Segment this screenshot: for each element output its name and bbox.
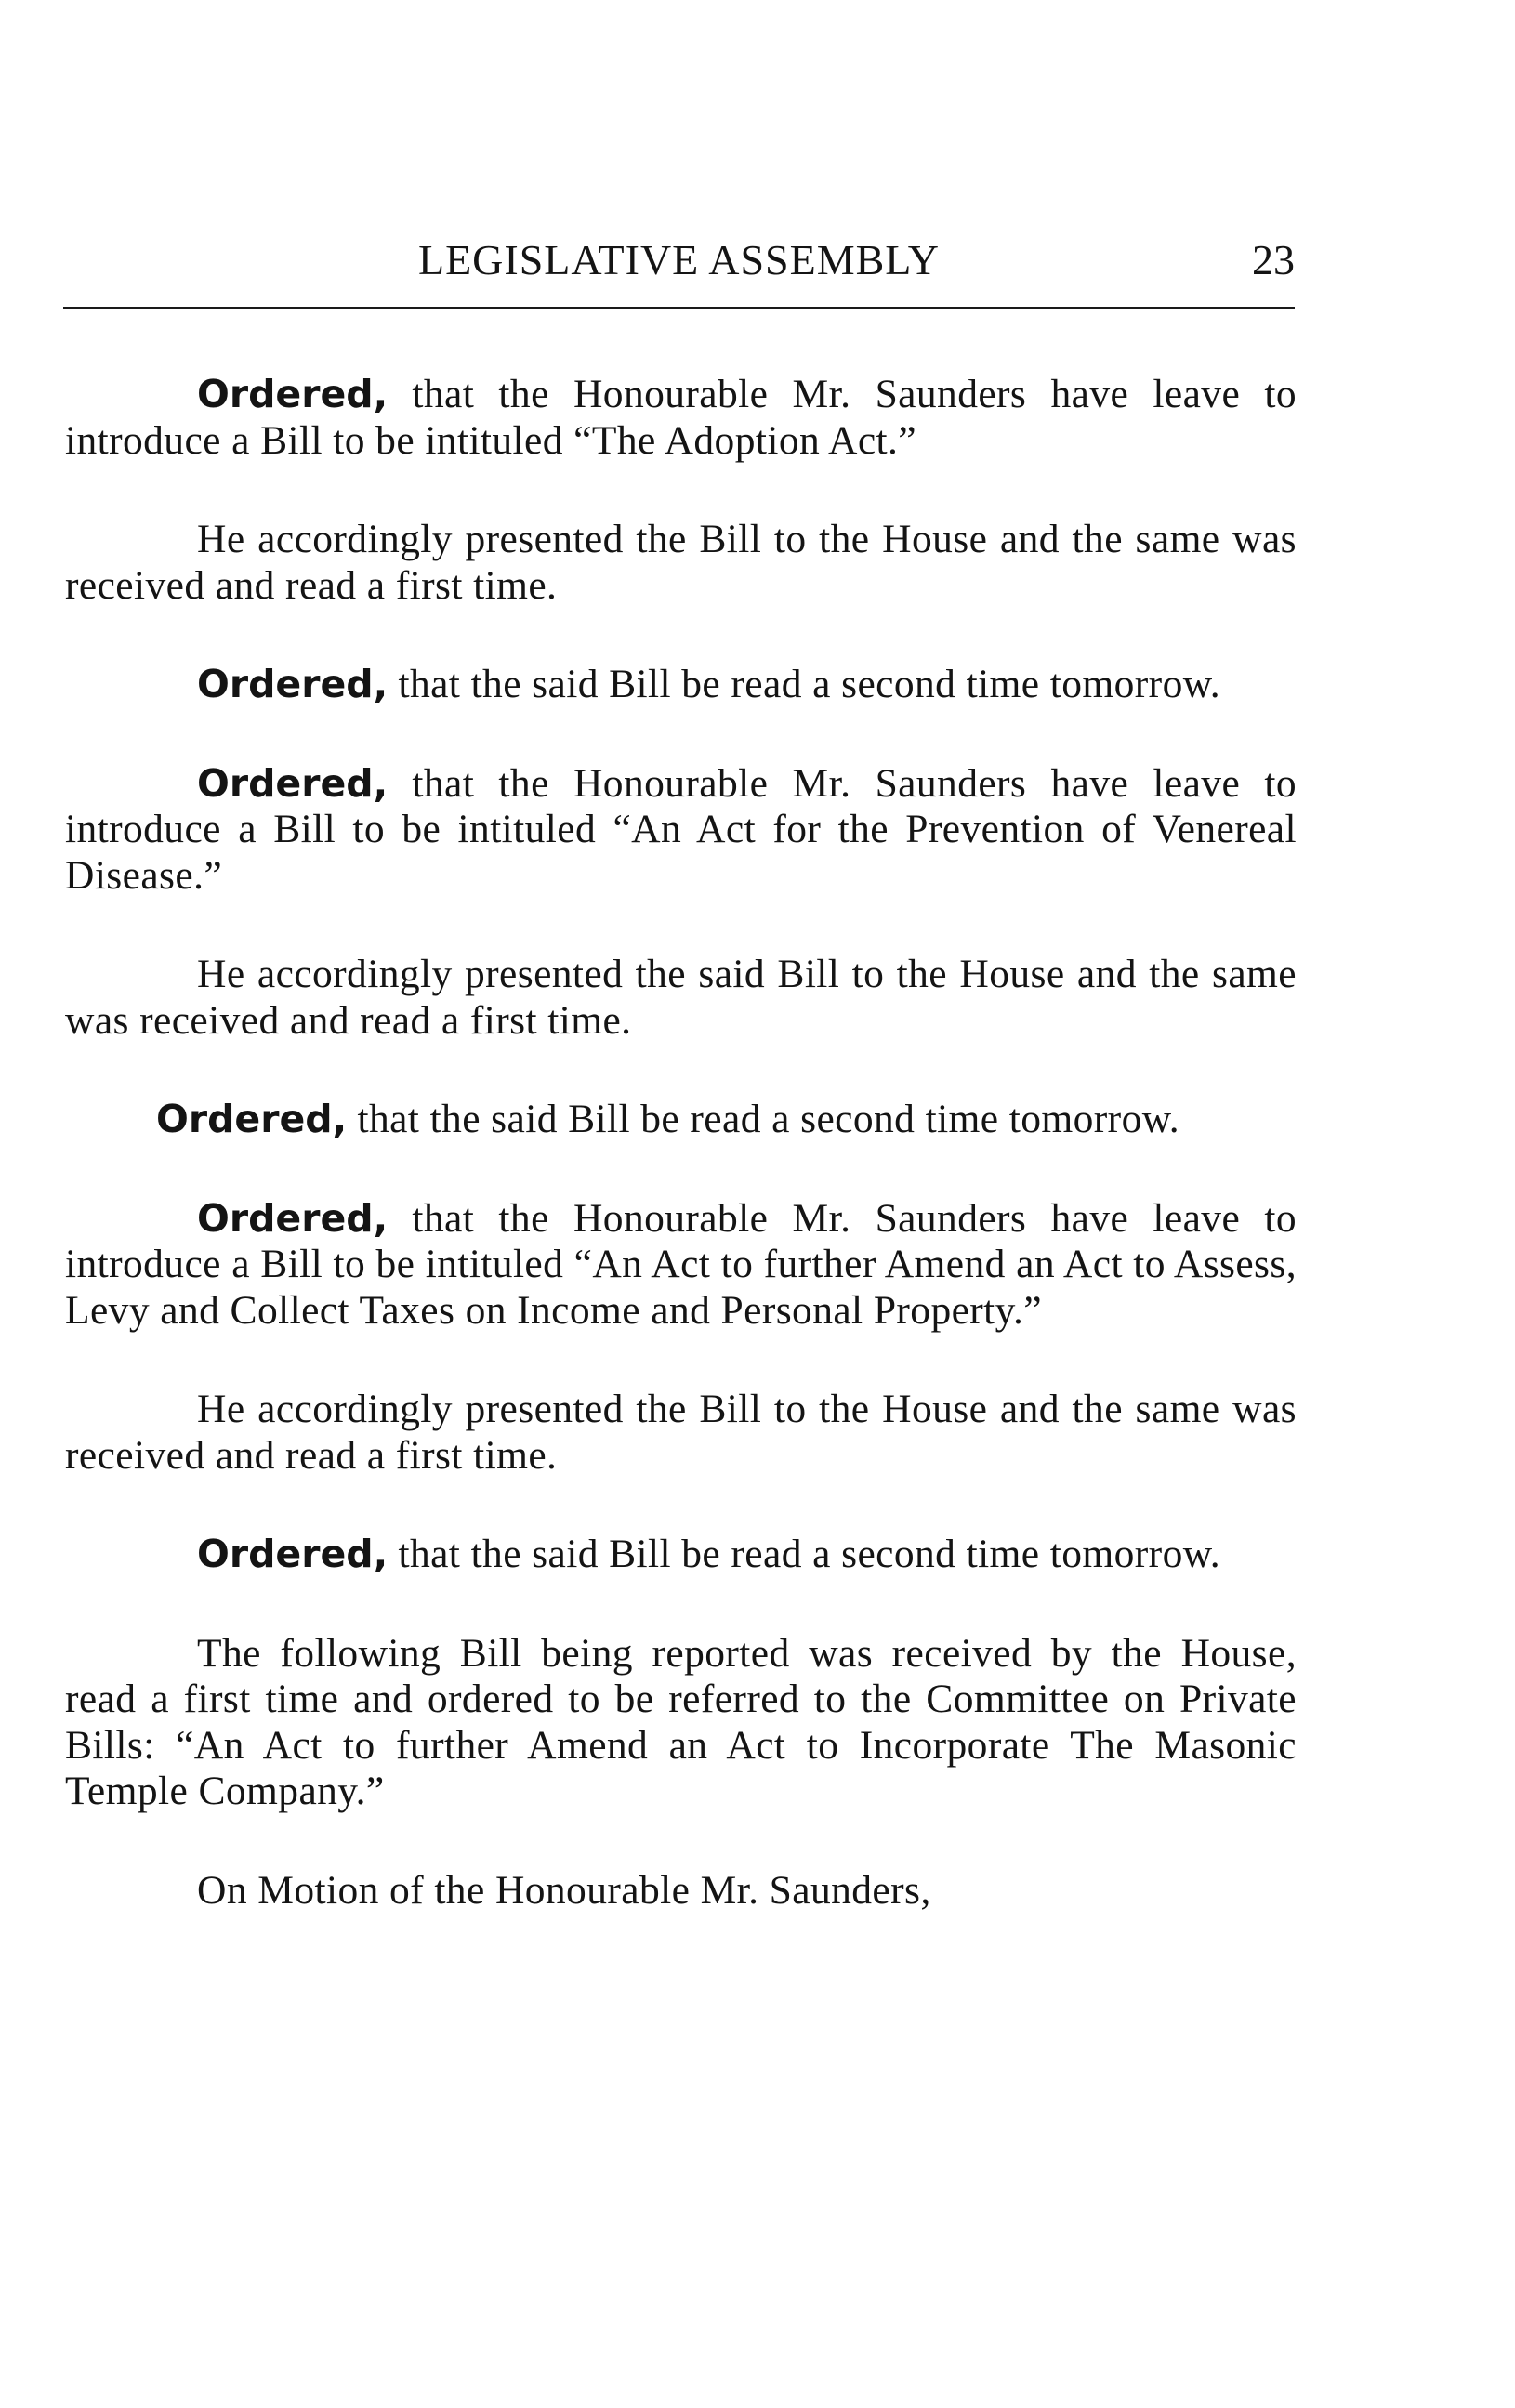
paragraph-1	[65, 372, 1297, 464]
running-title: LEGISLATIVE ASSEMBLY	[417, 236, 941, 283]
paragraph-3	[65, 662, 1297, 708]
paragraph-text: that the Honourable Mr. Saunders have leave to introduce a Bill to be intituled “An Act to further Amend an Act to Assess, Levy and Collect Taxes on Income and Personal Property.”	[65, 1195, 1297, 1333]
paragraph-lead: Ordered,	[197, 1195, 389, 1241]
paragraph-text: He accordingly presented the Bill to the House and the same was received and read a first time.	[65, 517, 1297, 608]
paragraph-11	[65, 1868, 1297, 1915]
paragraph-5	[65, 952, 1297, 1044]
paragraph-2	[65, 517, 1297, 609]
page-number: 23	[1252, 236, 1295, 283]
paragraph-9	[65, 1532, 1297, 1578]
paragraph-4	[65, 761, 1297, 900]
header-rule	[63, 307, 1295, 309]
paragraph-8	[65, 1387, 1297, 1479]
paragraph-10	[65, 1631, 1297, 1815]
paragraph-lead: Ordered,	[156, 1097, 348, 1141]
paragraph-text: that the said Bill be read a second time tomorrow.	[388, 1532, 1220, 1576]
paragraph-text: The following Bill being reported was received by the House, read a first time and ordered to be referred to the Committee on Private Bills: “An Act to further Amend an Act to Incorporate The Masonic Temple Company.”	[65, 1630, 1297, 1813]
paragraph-text: that the said Bill be read a second time tomorrow.	[388, 662, 1220, 706]
paragraph-text: He accordingly presented the said Bill to the House and the same was received and read a first time.	[65, 952, 1297, 1043]
paragraph-lead: Ordered,	[197, 760, 389, 806]
paragraph-text: On Motion of the Honourable Mr. Saunders,	[197, 1867, 931, 1913]
paragraph-text: He accordingly presented the Bill to the House and the same was received and read a first time.	[65, 1387, 1297, 1478]
paragraph-lead: Ordered,	[197, 372, 389, 416]
paragraph-6	[65, 1097, 1297, 1143]
paragraph-text: that the Honourable Mr. Saunders have leave to introduce a Bill to be intituled “The Adoption Act.”	[65, 372, 1297, 463]
body-text	[65, 372, 1297, 1967]
paragraph-text: that the said Bill be read a second time tomorrow.	[347, 1097, 1179, 1141]
paragraph-text: that the Honourable Mr. Saunders have leave to introduce a Bill to be intituled “An Act for the Prevention of Venereal Disease.”	[65, 760, 1297, 898]
paragraph-7	[65, 1196, 1297, 1335]
running-header	[63, 234, 1295, 290]
paragraph-lead: Ordered,	[197, 1532, 389, 1576]
paragraph-lead: Ordered,	[197, 662, 389, 706]
